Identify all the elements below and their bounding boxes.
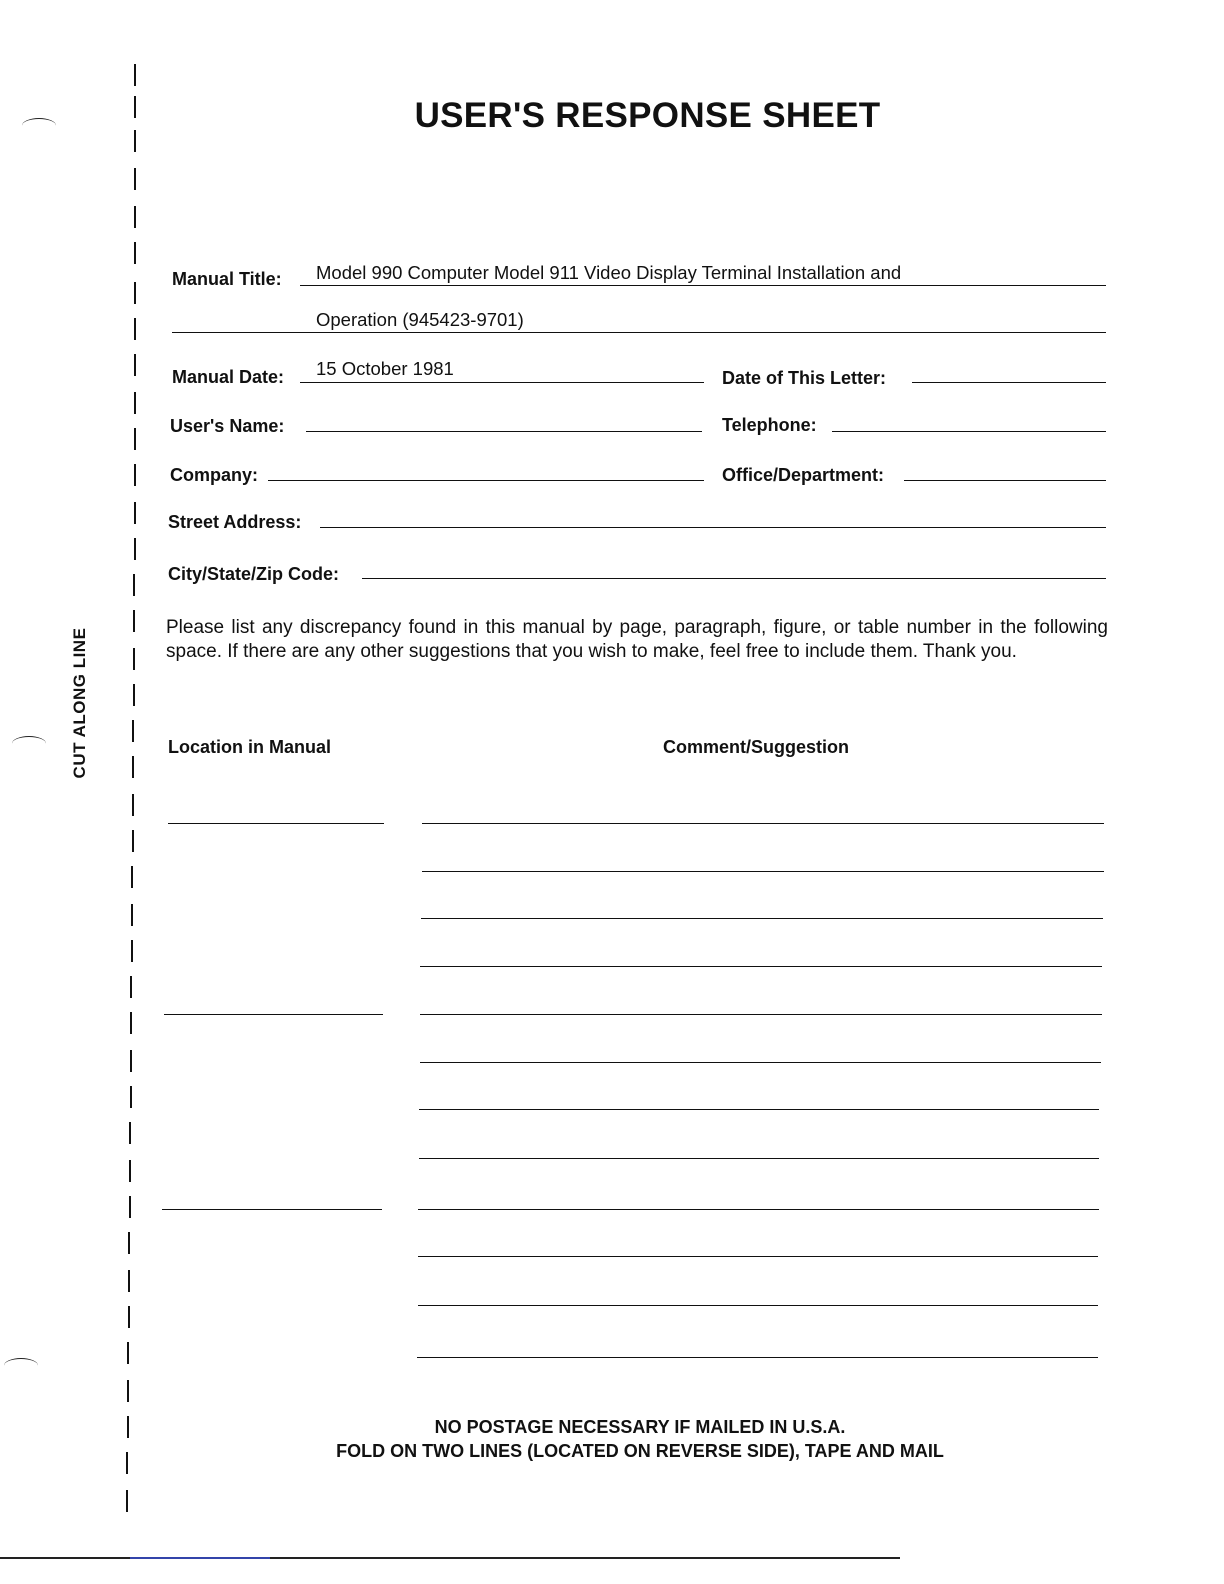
city-state-zip-label: City/State/Zip Code: (168, 564, 340, 584)
comment-line-1[interactable] (422, 823, 1104, 824)
office-department-field[interactable] (904, 480, 1106, 481)
manual-title-value-line-2[interactable]: Operation (945423-9701) (316, 309, 524, 330)
telephone-label: Telephone: (722, 415, 817, 435)
date-of-letter-label: Date of This Letter: (722, 368, 887, 388)
location-field-3[interactable] (162, 1209, 382, 1210)
street-address-field[interactable] (320, 527, 1106, 528)
comment-line-8[interactable] (419, 1158, 1099, 1159)
location-field-2[interactable] (164, 1014, 383, 1015)
comment-line-7[interactable] (419, 1109, 1099, 1110)
comment-line-9[interactable] (418, 1209, 1099, 1210)
instructions-paragraph: Please list any discrepancy found in this manual by page, paragraph, figure, or table number in the following space. If there are any other suggestions that you wish to make, feel free to include them. Thank you. (166, 617, 1108, 662)
comment-suggestion-header: Comment/Suggestion (663, 737, 850, 757)
punch-hole-bottom (4, 1358, 38, 1373)
location-field-1[interactable] (168, 823, 384, 824)
manual-title-label: Manual Title: (172, 269, 282, 289)
users-name-field[interactable] (306, 431, 702, 432)
location-in-manual-header: Location in Manual (168, 737, 332, 757)
users-name-label: User's Name: (170, 416, 285, 436)
manual-date-label: Manual Date: (172, 367, 285, 387)
comment-line-12[interactable] (417, 1357, 1098, 1358)
comment-line-11[interactable] (418, 1305, 1098, 1306)
date-of-letter-field[interactable] (912, 382, 1106, 383)
punch-hole-middle (12, 736, 46, 751)
office-department-label: Office/Department: (722, 465, 885, 485)
comment-line-2[interactable] (422, 871, 1104, 872)
comment-line-5[interactable] (420, 1014, 1102, 1015)
manual-title-line-1[interactable] (300, 285, 1106, 286)
manual-title-value-line-1[interactable]: Model 990 Computer Model 911 Video Display Terminal Installation and (316, 262, 902, 283)
manual-date-value[interactable]: 15 October 1981 (316, 358, 454, 379)
street-address-label: Street Address: (168, 512, 302, 532)
comment-line-6[interactable] (420, 1062, 1101, 1063)
comment-line-3[interactable] (421, 918, 1103, 919)
footer-fold-instructions: FOLD ON TWO LINES (LOCATED ON REVERSE SIDE), TAPE AND MAIL (336, 1441, 944, 1461)
comment-line-4[interactable] (420, 966, 1102, 967)
cut-along-line-label: CUT ALONG LINE (70, 627, 89, 779)
company-label: Company: (170, 465, 259, 485)
footer-postage-note: NO POSTAGE NECESSARY IF MAILED IN U.S.A. (434, 1417, 846, 1437)
city-state-zip-field[interactable] (362, 578, 1106, 579)
manual-date-line[interactable] (300, 382, 704, 383)
telephone-field[interactable] (832, 431, 1106, 432)
company-field[interactable] (268, 480, 704, 481)
page-bottom-edge-accent (130, 1557, 270, 1559)
comment-line-10[interactable] (418, 1256, 1098, 1257)
manual-title-line-2[interactable] (172, 332, 1106, 333)
page-title: USER'S RESPONSE SHEET (414, 96, 881, 135)
